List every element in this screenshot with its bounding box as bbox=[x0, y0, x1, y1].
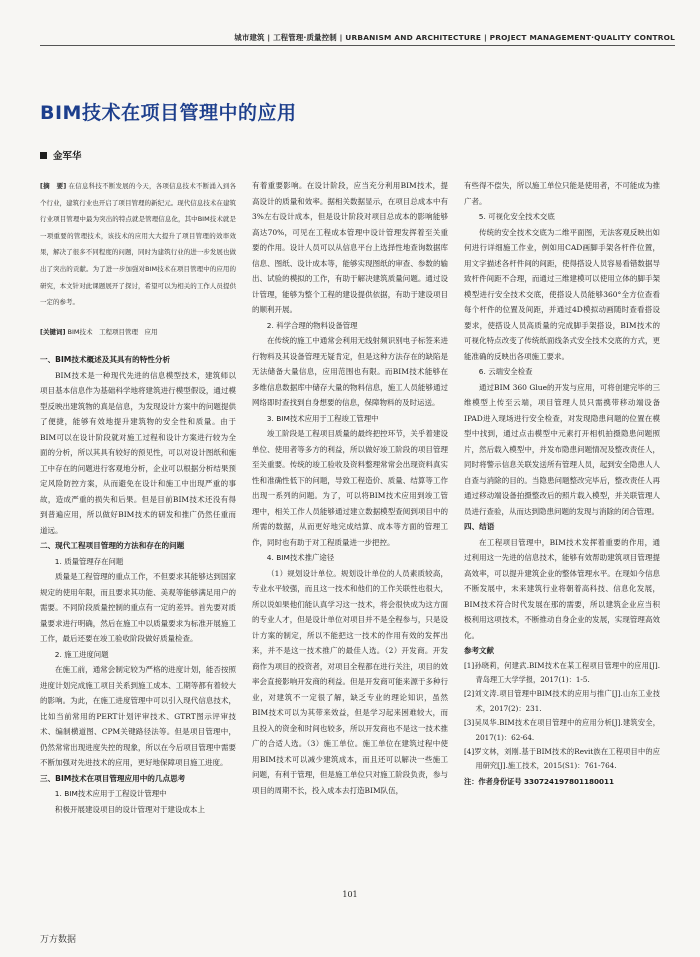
keywords-text: BIM技术 工程项目管理 应用 bbox=[67, 327, 158, 336]
abstract-text: 在信息科技不断发展的今天，各项信息技术不断涌入到各个行业，建筑行业也开启了项目管理的新纪元。现代信息技术在建筑行业项目管理中最为突出的特点就是管理信息化，其中BIM技术就是一项重要的管理技术，该技术的应用大大提升了项目管理的效率效果，解决了很多不同程度的问题，同时为建筑行业的进一步发展也做出了突出的贡献。为了进一步加强对BIM技术在项目管理中的应用的研究，本文针对此课题展开了探讨，希望可以为相关的工作人员提供一定的参考。 bbox=[40, 182, 236, 307]
section-heading: 四、结语 bbox=[464, 522, 495, 531]
author-bullet-icon bbox=[40, 152, 47, 159]
subsection-heading: 2. 科学合理的物料设备管理 bbox=[266, 320, 358, 330]
paragraph: 传统的安全技术交底为二维平面图，无法客观反映出如何进行详细施工作业，例如用CAD画脚手架各杆件位置，用文字描述各杆件间的间距，使得搭设人员容易看错数据导致杆件间距不合理，而通过三维建模可以使用立体的脚手架模型进行安全技术交底，使搭设人员能够360°全方位查看每个杆件的位置及间距，并通过4D模拟动画随时查看搭设要求，使搭设人员高质量的完成脚手架搭设，BIM技术的可视化特点改变了传统纸面线条式安全技术交底的方式，更能准确的反映出各项施工要求。 bbox=[464, 227, 660, 361]
column-1 bbox=[40, 178, 236, 817]
subsection-heading: 5. 可视化安全技术交底 bbox=[478, 212, 555, 221]
column-2-body bbox=[252, 178, 448, 798]
subsection-heading: 2. 施工进度问题 bbox=[54, 649, 109, 659]
column-3 bbox=[464, 178, 660, 789]
column-1-body bbox=[40, 352, 236, 817]
column-3-body bbox=[464, 178, 660, 789]
paragraph: BIM技术是一种现代先进的信息模型技术，建筑师以项目基本信息作为基础科学地将建筑进行模型假设，通过模型反映出建筑物的真是信息，为发现设计方案中的问题提供了便捷，能够有效地提升建筑物的安全性和质量。由于BIM可以在设计阶段就对施工过程和设计方案进行较为全面的分析，所以其具有较好的预见性，可以对设计图纸和施工中存在的问题进行客观地分析，企业可以根据分析结果预定风险防控方案，从而避免在设计和施工中出现严重的事故，造成严重的损失和后果。但是目前BIM技术还没有得到普遍应用，所以做好BIM技术的研发和推广仍然任重而道远。 bbox=[40, 370, 236, 535]
paragraph: 通过BIM 360 Glue的开发与应用，可将创建完毕的三维模型上传至云端，项目管理人员只需携带移动端设备IPAD进入现场进行安全检查，对发现隐患问题的位置在模型中找到，通过点击模型中元素打开相机拍摄隐患问题照片，然后载入模型中，并发布隐患问题情况及整改责任人，同时将警示信息关联发送所有管理人员，起到安全隐患人人自查与消除的目的。当隐患问题整改完毕后，整改责任人再通过移动端设备拍摄整改后的照片载入模型，并关联管理人员进行查验，从而达到隐患问题的发现与消除的闭合管理。 bbox=[464, 382, 660, 516]
reference-item: [4]罗文林，刘刚.基于BIM技术的Revit族在工程项目中的应用研究[J].施工技术，2015(S1)：761-764. bbox=[464, 746, 660, 771]
abstract-label: [摘 要] bbox=[40, 182, 67, 190]
subsection-heading: 1. 质量管理存在问题 bbox=[54, 556, 124, 566]
author-name: 金军华 bbox=[53, 151, 82, 162]
abstract bbox=[40, 178, 236, 311]
article-title: BIM技术在项目管理中的应用 bbox=[40, 102, 297, 124]
paragraph: 在施工前，通常会制定较为严格的进度计划，能否按照进度计划完成施工项目关系到施工成本、工期等都有着较大的影响。为此，在施工进度管理中可以引入现代信息技术，比如当前常用的PERT计划评审技术、GTRT图示评审技术、编制横道图、CPM关键路径法等。但是项目管理中，仍然常常出现进度失控的现象，所以在今后项目管理中需要不断加强对先进技术的应用，更好地保障项目施工进度。 bbox=[40, 665, 236, 768]
reference-item: [1]孙晓莉，何建武.BIM技术在某工程项目管理中的应用[J].青岛理工大学学报，2017(1)：1-5. bbox=[464, 660, 660, 684]
reference-item: [3]吴凤华.BIM技术在项目管理中的应用分析[J].建筑安全，2017(1)：62-64. bbox=[464, 718, 660, 742]
section-heading: 二、现代工程项目管理的方法和存在的问题 bbox=[40, 541, 185, 551]
author-line bbox=[40, 148, 82, 162]
paragraph: 竣工阶段是工程项目质量的最终把控环节，关乎着建设单位、使用者等多方的利益，所以做好竣工阶段的项目管理至关重要。传统的竣工验收及资料整理常常会出现资料真实性和准确性低下的问题，导致工程造价、质量、结算等工作出现一系列的问题。为了，可以将BIM技术应用到竣工管理中，相关工作人员能够通过建立数据模型查阅到项目中的所需的数据，从而更好地完成结算、成本等方面的管理工作，同时也有助于对工程质量进一步把控。 bbox=[252, 429, 448, 547]
reference-item: [2]刘文涛.项目管理中BIM技术的应用与推广[J].山东工业技术，2017(2)：231. bbox=[464, 689, 660, 713]
author-note: 注：作者身份证号 330724197801180011 bbox=[464, 776, 615, 786]
paragraph: 积极开展建设项目的设计管理对于建设成本上 bbox=[55, 804, 205, 814]
paragraph: 在传统的施工中通常会利用无线射频识别电子标签来进行物料及其设备管理无疑肯定，但是这种方法存在的缺陷是无法储备大量信息，应用范围也有限。而BIM技术能够在多维信息数据库中储存大量的物料信息，施工人员能够通过网络即时查找到自身想要的信息，保障物料的及时运送。 bbox=[252, 336, 448, 407]
header-rule bbox=[40, 45, 675, 46]
subsection-heading: 3. BIM技术应用于工程竣工管理中 bbox=[266, 413, 379, 423]
column-2 bbox=[252, 178, 448, 798]
running-header: 城市建筑 | 工程管理·质量控制 | URBANISM AND ARCHITECTURE | PROJECT MANAGEMENT·QUALITY CONTROL bbox=[234, 33, 675, 42]
keywords bbox=[40, 325, 236, 341]
paragraph: 有些得不偿失，所以施工单位只能是使用者，不可能成为推广者。 bbox=[464, 181, 660, 206]
section-heading: 三、BIM技术在项目管理应用中的几点思考 bbox=[40, 773, 186, 783]
paragraph: （1）规划设计单位。规划设计单位的人员素质较高，专业水平较强，而且这一技术和他们的工作关联性也很大，所以说如果他们能认真学习这一技术，将会很快成为这方面的专业人才，但是设计单位对项目并不是全程参与，只是设计方案的制定，所以不能把这一技术的作用有效的发挥出来，并不是这一技术推广的最佳人选。（2）开发商。开发商作为项目的投资者，对项目全程都在进行关注，项目的效率会直接影响开发商的利益。但是开发商可能来源于多种行业，对建筑不一定很了解，缺乏专业的理论知识，虽然BIM技术可以为其带来效益，但是学习起来困难较大，而且投入的资金和时间也较多，所以开发商也不是这一技术推广的合适人选。（3）施工单位。施工单位在建筑过程中使用BIM技术可以减少建筑成本，而且还可以解决一些施工问题，有利于管理，但是施工单位只对施工阶段负责，参与项目的周期不长，投入成本去打造BIM队伍， bbox=[252, 568, 448, 795]
section-heading: 一、BIM技术概述及其具有的特性分析 bbox=[40, 355, 171, 365]
paragraph: 有着重要影响。在设计阶段，应当充分利用BIM技术，提高设计的质量和效率。据相关数据显示，在项目总成本中有3%左右设计成本，但是设计阶段对项目总成本的影响能够高达70%，可见在工程成本管理中设计管理发挥着至关重要的作用。设计人员可以从信息平台上选择性地查询数据库信息、图纸、设计成本等，能够实现图纸的审查、参数的输出、试验的模拟的工作，有助于解决建筑质量问题。通过设计管理，能够为整个工程的建设提供依据，有助于建设项目的顺利开展。 bbox=[252, 181, 448, 314]
watermark: 万方数据 bbox=[40, 935, 77, 945]
subsection-heading: 6. 云端安全检查 bbox=[478, 367, 533, 376]
page-number: 101 bbox=[342, 890, 358, 899]
subsection-heading: 4. BIM技术推广途径 bbox=[266, 553, 335, 562]
paragraph: 质量是工程管理的重点工作，不但要求其能够达到国家规定的使用年限，而且要求其功能、美观等能够满足用户的需要。不同阶段质量控制的重点有一定的差异。首先要对质量要求进行明确，然后在施工中以质量要求为标准开展施工工作，最后还要在竣工验收阶段做好质量检查。 bbox=[40, 572, 236, 644]
keywords-label: [关键词] bbox=[40, 327, 66, 336]
subsection-heading: 1. BIM技术应用于工程设计管理中 bbox=[54, 789, 167, 799]
paragraph: 在工程项目管理中，BIM技术发挥着重要的作用，通过利用这一先进的信息技术，能够有效帮助建筑项目管理提高效率，可以提升建筑企业的整体管理水平。在现如今信息不断发展中，未来建筑行业将朝着高科技、信息化发展，BIM技术符合时代发展在那的需要，所以建筑企业应当积极利用这项技术，不断推动自身企业的发展，实现管理高效化。 bbox=[464, 537, 660, 640]
references-heading: 参考文献 bbox=[464, 646, 494, 655]
